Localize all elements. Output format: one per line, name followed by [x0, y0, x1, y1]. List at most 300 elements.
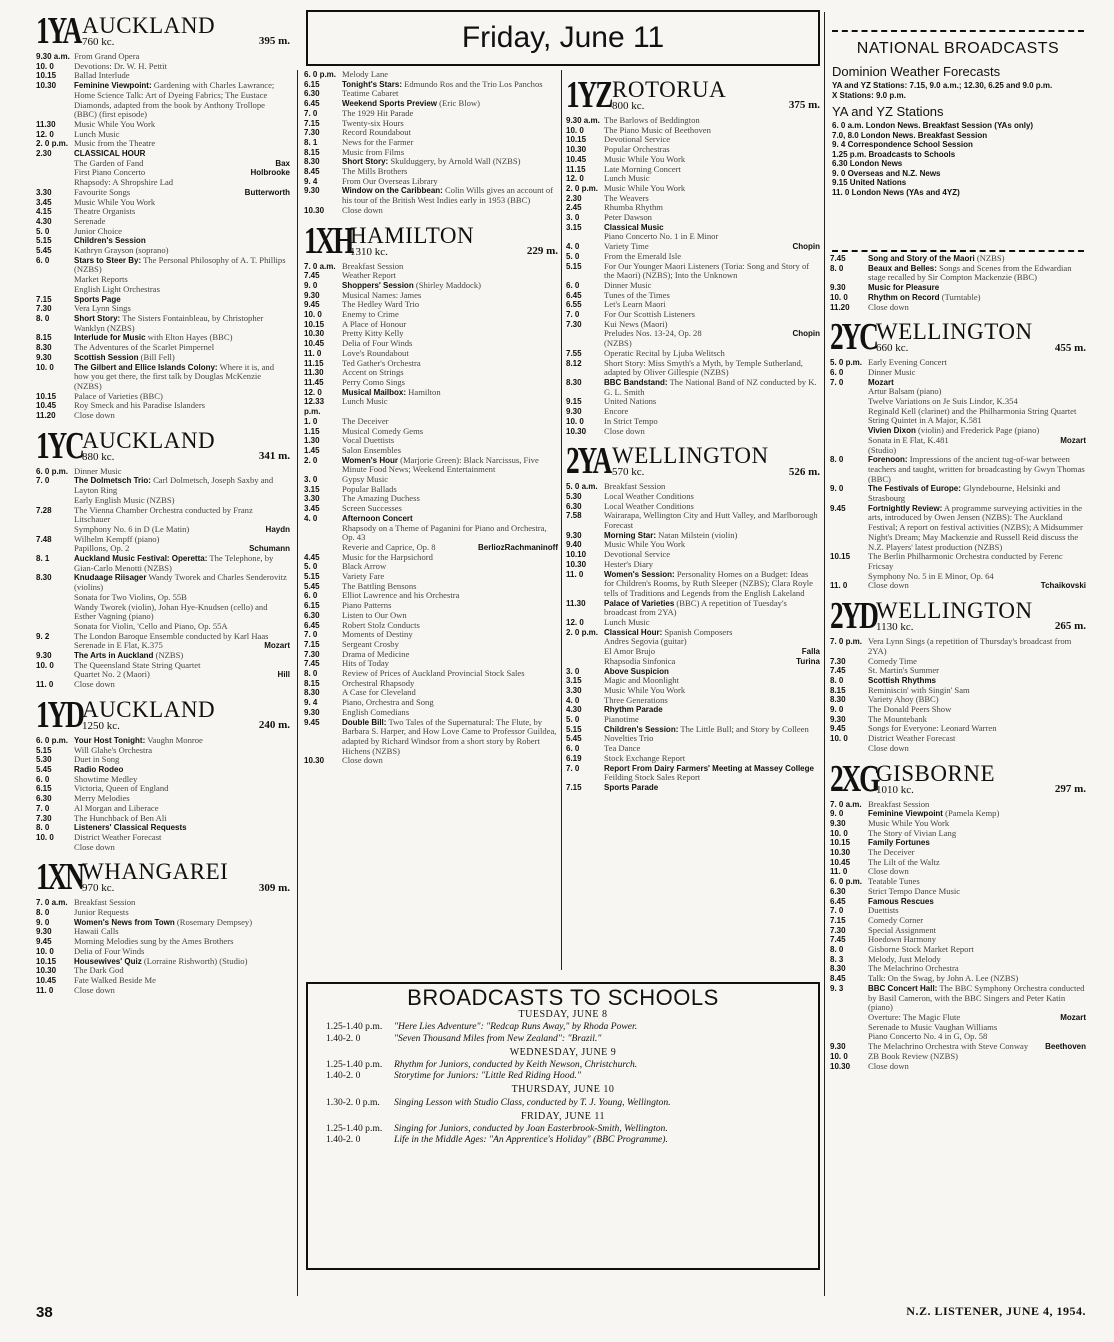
programme-detail — [566, 657, 820, 667]
programme-text: Delia of Four Winds — [74, 945, 145, 956]
school-broadcast-row — [308, 1070, 818, 1081]
programme-text: For Our Scottish Listeners — [604, 309, 695, 320]
programme-feature: Your Host Tonight: — [74, 735, 146, 745]
composer-name: Holbrooke — [250, 168, 290, 178]
programme-text: Roy Smeck and his Paradise Islanders — [74, 400, 206, 411]
programme-text: Peter Dawson — [604, 212, 652, 223]
programme-time: 4. 0 — [566, 695, 580, 705]
programme-text: Hits of Today — [342, 658, 389, 669]
programme-detail-text: Overture: The Magic Flute — [868, 1012, 961, 1022]
programme-entry — [566, 696, 820, 706]
programme-time: 7.30 — [830, 656, 846, 666]
programme-text: Strict Tempo Dance Music — [868, 885, 961, 896]
programme-text: The Adventures of the Scarlet Pimpernel — [74, 342, 215, 353]
programme-time: 8. 0 — [36, 313, 50, 323]
programme-text: Showtime Medley — [74, 773, 138, 784]
programme-description — [604, 570, 820, 599]
programme-time: 11.20 — [830, 302, 850, 312]
weather-forecast-lines — [832, 81, 1084, 100]
column-2 — [304, 70, 558, 766]
national-schedule-line: 1.25 p.m. Broadcasts to Schools — [832, 149, 956, 159]
composer-name: Falla — [801, 647, 820, 657]
programme-time: 7.15 — [36, 294, 52, 304]
programme-entry — [36, 680, 290, 690]
programme-time: 5.30 — [36, 755, 52, 765]
composer-name: Mozart — [1060, 435, 1086, 445]
programme-text: Kui News (Maori) — [604, 318, 668, 329]
programme-text: Music from the Theatre — [74, 138, 156, 149]
station-name-block — [82, 696, 259, 732]
programme-time: 9.30 — [830, 818, 846, 828]
programme-time: 6. 0 p.m. — [36, 466, 69, 476]
national-schedule-line: 11. 0 London News (YAs and 4YZ) — [832, 187, 960, 197]
programme-description — [342, 186, 558, 205]
programme-time: 9. 2 — [36, 631, 50, 641]
station-heading — [830, 316, 1086, 359]
programme-text: Kathryn Grayson (soprano) — [74, 245, 169, 256]
programme-text: Where it is, and how you get there, the first talk by Douglas McKenzie (NZBS) — [74, 361, 275, 391]
programme-detail-text: Symphony No. 6 in D (Le Matin) — [74, 523, 190, 534]
school-broadcast-time: 1.25-1.40 p.m. — [326, 1059, 383, 1071]
programme-time: 5.45 — [36, 246, 52, 256]
programme-time: 5.45 — [36, 765, 52, 774]
programme-description — [74, 363, 290, 392]
programme-text: Glyndebourne, Helsinki and Strasbourg — [868, 483, 1061, 504]
school-broadcast-title: Singing for Juniors, conducted by Joan Easterbrook-Smith, Wellington. — [394, 1123, 668, 1135]
programme-time: 2. 0 p.m. — [566, 627, 599, 637]
programme-text: Piano Patterns — [342, 600, 392, 611]
programme-text: Breakfast Session — [868, 798, 930, 809]
programme-text: The Sisters Fontainbleau, by Christopher Wanklyn (NZBS) — [74, 312, 264, 333]
programme-text: (Shirley Maddock) — [415, 279, 482, 290]
programme-time: 11. 0 — [566, 569, 584, 579]
programme-text: Junior Requests — [74, 907, 129, 918]
school-broadcast-time: 1.30-2. 0 p.m. — [326, 1096, 380, 1108]
programme-feature: Radio Rodeo — [74, 765, 124, 774]
programme-description — [74, 554, 290, 573]
programme-feature: Palace of Varieties — [604, 598, 675, 608]
programme-time: 7. 0 a.m. — [36, 898, 68, 908]
programme-feature: Sports Parade — [604, 783, 659, 792]
programme-time: 5. 0 — [36, 226, 50, 236]
programme-time: 10.15 — [830, 838, 851, 848]
programme-text: The Berlin Philharmonic Orchestra conducted by Ferenc Fricsay — [868, 551, 1063, 571]
programme-entry — [830, 368, 1086, 378]
programme-time: 7.30 — [36, 304, 52, 314]
station-call-sign: 1XN — [36, 856, 83, 899]
programme-time: 9.45 — [830, 503, 846, 513]
programme-text: Devotional Service — [604, 134, 671, 145]
programme-description — [868, 368, 1086, 378]
programme-text: Duettists — [868, 905, 899, 916]
programme-time: 8.30 — [304, 157, 320, 167]
programme-description — [74, 814, 290, 824]
programme-text: The Battling Bensons — [342, 580, 417, 591]
programme-time: 10.30 — [566, 426, 587, 436]
station-wavelength: 341 m. — [258, 450, 290, 463]
programme-description — [868, 829, 1086, 839]
programme-time: 9.45 — [304, 300, 320, 310]
programme-detail-text: Close down — [868, 742, 909, 753]
programme-time: 9. 0 — [830, 705, 844, 715]
programme-text: (NZBS) — [155, 650, 184, 661]
programme-text: Tea Dance — [604, 743, 641, 754]
programme-time: 6.30 — [830, 886, 846, 896]
programme-time: 3.45 — [304, 504, 320, 514]
station-city: GISBORNE — [876, 760, 996, 786]
programme-time: 3.45 — [36, 197, 52, 207]
programme-description — [342, 456, 558, 475]
composer-name: Haydn — [265, 524, 290, 534]
programme-text: Breakfast Session — [74, 897, 136, 908]
programme-time: 10. 0 — [566, 125, 584, 135]
programme-detail-text: Rhapsodia Sinfonica — [604, 655, 676, 666]
programme-feature: Weekend Sports Preview — [342, 99, 437, 109]
composer-name: Butterworth — [244, 187, 290, 197]
programme-time: 10.10 — [566, 550, 587, 560]
programme-time: 7. 0 — [566, 310, 580, 320]
programme-time: 7.30 — [566, 319, 582, 329]
programme-description — [74, 986, 290, 996]
programme-text: Elliot Lawrence and his Orchestra — [342, 590, 460, 601]
programme-text: Merry Melodies — [74, 793, 130, 804]
programme-feature: Women's Session: — [604, 569, 675, 579]
programme-feature: Women's News from Town — [74, 917, 175, 927]
programme-feature: Women's Hour — [342, 455, 398, 465]
programme-entry — [566, 359, 820, 378]
school-broadcast-title: Storytime for Juniors: "Little Red Riding Hood." — [394, 1070, 581, 1082]
programme-time: 6.45 — [830, 896, 846, 906]
programme-time: 10. 0 — [566, 416, 584, 426]
programme-text: Impressions of the ancient tug-of-war between teachers and taught, written for broadcasting by Gwyn Thomas (BBC) — [868, 454, 1085, 484]
programme-description — [74, 314, 290, 333]
programme-text: Music While You Work — [604, 539, 686, 550]
station-wavelength: 309 m. — [258, 881, 290, 894]
programme-detail-text: Market Reports — [74, 274, 128, 285]
station-city: AUCKLAND — [82, 13, 216, 38]
programme-entry — [566, 570, 820, 599]
programme-text: Listen to Our Own — [342, 609, 407, 620]
programme-text: The Telephone, by Gian-Carlo Menotti (NZBS) — [74, 553, 274, 573]
programme-time: 7. 0 — [304, 630, 318, 640]
programme-time: 11.15 — [566, 164, 586, 174]
station-wavelength: 240 m. — [258, 719, 290, 732]
station-frequency: 970 kc. — [82, 882, 115, 895]
programme-description — [342, 206, 558, 216]
programme-entry — [830, 984, 1086, 1013]
programme-time: 7.30 — [304, 128, 320, 138]
programme-time: 7. 0 a.m. — [304, 261, 336, 271]
programme-time: 8. 0 — [830, 455, 844, 465]
programme-entry — [304, 186, 558, 205]
programme-time: 8.45 — [830, 974, 846, 984]
composer-name: Beethoven — [1045, 1042, 1086, 1052]
programme-time: 10.30 — [304, 756, 325, 766]
programme-detail-text: Andres Segovia (guitar) — [604, 636, 687, 647]
programme-time: 2. 0 p.m. — [566, 183, 599, 193]
programme-time: 10.15 — [36, 71, 57, 81]
programme-time: 5.15 — [36, 236, 52, 246]
programme-description — [342, 756, 558, 766]
programme-text: Music from Films — [342, 146, 405, 157]
programme-time: 9.30 — [304, 707, 320, 717]
programme-feature: Vivien Dixon — [868, 426, 916, 436]
programme-time: 9. 4 — [304, 176, 318, 186]
station-frequency: 1010 kc. — [876, 783, 914, 796]
programme-text: In Strict Tempo — [604, 415, 658, 426]
programme-text: Sergeant Crosby — [342, 638, 399, 649]
programme-text: Music While You Work — [868, 817, 950, 828]
programme-entry — [36, 363, 290, 392]
programme-time: 10.30 — [304, 205, 325, 215]
programme-time: 12. 0 — [566, 618, 584, 628]
programme-detail-text: Preludes Nos. 13-24, Op. 28 — [604, 328, 702, 339]
programme-time: 10.45 — [304, 339, 325, 349]
programme-description — [342, 397, 558, 416]
programme-entry — [830, 303, 1086, 313]
programme-time: 5. 0 — [304, 562, 318, 572]
broadcasts-to-schools-box — [306, 982, 820, 1270]
programme-text: Colin Wills gives an account of his tour of the British West Indies early in 1953 (BBC) — [342, 185, 554, 206]
national-broadcasts-box — [832, 30, 1084, 197]
school-broadcast-row — [308, 1097, 818, 1108]
programme-time: 8.15 — [304, 678, 320, 688]
station-city: WELLINGTON — [876, 319, 1033, 345]
programme-text: Weather Report — [342, 270, 396, 281]
programme-time: 10. 0 — [830, 734, 848, 744]
station-heading — [304, 219, 558, 262]
programme-text: Fate Walked Beside Me — [74, 974, 156, 985]
programme-text: A programme surveying activities in the arts, introduced by Owen Jensen (NZBS): The Auckland Festival; A report on festival activities (NZBS); A Midsummer Night's Dream; May Mackenzie and Russell Reid discuss the N.Z. Players' latest production (NZBS) — [868, 502, 1083, 552]
programme-description — [868, 897, 1086, 907]
programme-time: 8.30 — [830, 695, 846, 705]
programme-text: Musical Comedy Gems — [342, 425, 424, 436]
programme-time: 6.30 — [36, 794, 52, 804]
programme-time: 10.30 — [566, 145, 587, 155]
programme-text: Music While You Work — [604, 153, 686, 164]
programme-text: (Bill Fell) — [140, 351, 175, 362]
programme-text: Gardening with Charles Lawrance; Home Science Talk: Art of Dyeing Fabrics; The Eustace Diamonds, adapted from the book by Anthony Trollope (BBC) (first episode) — [74, 80, 275, 120]
programme-detail-text: Quartet No. 2 (Maori) — [74, 669, 150, 680]
programme-time: 6.15 — [36, 784, 52, 794]
station-frequency: 570 kc. — [612, 466, 645, 479]
programme-description — [74, 680, 290, 690]
station-frequency: 760 kc. — [82, 36, 115, 48]
programme-text: Gisborne Stock Market Report — [868, 944, 974, 955]
programme-time: 9.45 — [830, 724, 846, 734]
programme-text: The Vienna Chamber Orchestra conducted by Franz Litschauer — [74, 504, 253, 525]
programme-text: Short Story: Miss Smyth's a Myth, by Temple Sutherland, adapted by Oliver Gillespie (NZBS) — [604, 357, 803, 378]
programme-entry — [36, 755, 290, 765]
programme-entry — [566, 378, 820, 397]
programme-text: Teatable Tunes — [868, 876, 920, 887]
school-day-heading: WEDNESDAY, JUNE 9 — [509, 1046, 617, 1058]
composer-name: Mozart — [1060, 1013, 1086, 1022]
programme-time: 7.48 — [36, 534, 52, 544]
programme-time: 6. 0 p.m. — [830, 877, 863, 887]
programme-text: Ballad Interlude — [74, 70, 130, 81]
programme-detail — [830, 744, 1086, 754]
column-divider — [297, 70, 298, 1296]
programme-text: Palace of Varieties (BBC) — [74, 390, 163, 401]
programme-detail-text: Serenade to Music Vaughan Williams — [868, 1021, 998, 1032]
programme-entry — [304, 206, 558, 216]
programme-text: Lunch Music — [604, 617, 650, 628]
programme-time: 10. 0 — [36, 61, 54, 71]
programme-feature: BBC Concert Hall: — [868, 983, 938, 993]
programme-text: Devotional Service — [604, 549, 671, 560]
programme-description — [604, 754, 820, 764]
programme-feature: Musical Mailbox: — [342, 387, 407, 397]
programme-time: 1.45 — [304, 445, 320, 455]
programme-time: 5.15 — [36, 745, 52, 755]
programme-time: 3. 0 — [566, 666, 580, 676]
programme-text: Variety Ahoy (BBC) — [868, 694, 939, 705]
station-name-block — [82, 15, 259, 48]
programme-feature: Shoppers' Session — [342, 280, 414, 290]
programme-time: 12. 0 — [304, 387, 322, 397]
programme-time: 8. 0 — [830, 263, 844, 273]
programme-time: 6. 0 p.m. — [36, 735, 69, 745]
programme-description — [868, 666, 1086, 676]
programme-text: Twenty-six Hours — [342, 117, 404, 128]
programme-time: 5. 0 — [566, 715, 580, 725]
programme-detail-text: (Studio) — [868, 444, 897, 455]
school-broadcast-title: "Seven Thousand Miles from New Zealand": "Brazil." — [394, 1032, 602, 1044]
programme-time: 10.30 — [304, 329, 325, 339]
programme-time: 7.28 — [36, 505, 52, 515]
programme-text: Dinner Music — [868, 366, 916, 377]
programme-description — [342, 718, 558, 757]
programme-time: 9. 0 — [830, 484, 844, 494]
programme-feature: Knudaage Riisager — [74, 573, 147, 583]
programme-time: 6. 0 — [304, 591, 318, 601]
station-name-block — [82, 427, 259, 463]
programme-text: Tunes of the Times — [604, 289, 670, 300]
school-broadcast-time: 1.25-1.40 p.m. — [326, 1021, 383, 1033]
programme-text: Delia of Four Winds — [342, 338, 413, 349]
programme-text: From the Emerald Isle — [604, 250, 682, 261]
station-heading — [566, 74, 820, 116]
programme-text: Close down — [74, 410, 115, 421]
programme-feature: Morning Star: — [604, 530, 656, 540]
programme-detail-text: First Piano Concerto — [74, 167, 146, 178]
programme-time: 8.30 — [830, 964, 846, 974]
programme-time: 9.30 — [830, 1042, 846, 1052]
programme-text: Rhumba Rhythm — [604, 202, 663, 213]
programme-feature: Auckland Music Festival: Operetta: — [74, 554, 208, 564]
programme-detail-text: Rhapsody: A Shropshire Lad — [74, 177, 174, 188]
composer-name: Chopin — [792, 242, 820, 252]
column-divider — [561, 70, 562, 970]
programme-description — [868, 504, 1086, 553]
programme-detail-text: Reverie and Caprice, Op. 8 — [342, 541, 436, 552]
programme-time: 8.30 — [304, 688, 320, 698]
programme-text: Lunch Music — [74, 128, 120, 139]
station-heading — [830, 757, 1086, 800]
school-broadcast-time: 1.25-1.40 p.m. — [326, 1123, 383, 1135]
station-call-sign: 2YC — [830, 316, 877, 359]
programme-detail-text: Symphony No. 5 in E Minor, Op. 64 — [868, 570, 994, 581]
programme-time: 7.30 — [304, 649, 320, 659]
programme-time: 6.45 — [566, 290, 582, 300]
programme-text: Close down — [342, 755, 383, 766]
programme-time: 9.40 — [566, 540, 582, 550]
programme-text: Personality Homes on a Budget: Ideas for Children's Rooms, by Ruth Sleeper (NZBS); Clara Royle tells of Traditions and Legends from the English Lakeland — [604, 568, 813, 598]
programme-detail-text: Piano Concerto No. 4 in G, Op. 58 — [868, 1031, 988, 1042]
programme-text: Late Morning Concert — [604, 163, 681, 174]
programme-entry — [36, 476, 290, 495]
programme-detail-text: (NZBS) — [604, 338, 632, 349]
programme-feature: Above Suspicion — [604, 666, 669, 676]
programme-description — [74, 227, 290, 237]
school-broadcast-title: Rhythm for Juniors, conducted by Keith Newson, Christchurch. — [394, 1059, 638, 1071]
programme-feature: The Dolmetsch Trio: — [74, 476, 151, 486]
programme-time: 11.30 — [304, 368, 324, 378]
national-schedule-line: YA and YZ Stations: 7.15, 9.0 a.m.; 12.30, 6.25 and 9.0 p.m. — [832, 81, 1053, 90]
programme-entry — [566, 511, 820, 530]
programme-text: Review of Prices of Auckland Provincial Stock Sales — [342, 668, 525, 679]
programme-text: (Pamela Kemp) — [945, 808, 1000, 819]
programme-time: 5. 0 — [566, 251, 580, 261]
programme-text: St. Martin's Summer — [868, 665, 940, 676]
programme-description — [74, 343, 290, 353]
programme-time: 1. 0 — [304, 416, 318, 426]
programme-text: A Case for Cleveland — [342, 687, 416, 698]
programme-detail-text: Sonata for Violin, 'Cello and Piano, Op. 55A — [74, 620, 228, 631]
programme-time: 11. 0 — [304, 348, 322, 358]
programme-feature: Short Story: — [342, 157, 389, 167]
programme-time: 9. 0 — [830, 809, 844, 819]
programme-entry — [36, 814, 290, 824]
programme-text: Morning Melodies sung by the Ames Brothers — [74, 936, 234, 947]
programme-entry — [830, 552, 1086, 571]
programme-entry — [830, 1062, 1086, 1072]
programme-text: Songs for Everyone: Leonard Warren — [868, 723, 997, 734]
programme-feature: The Festivals of Europe: — [868, 484, 961, 494]
programme-description — [604, 397, 820, 407]
programme-detail-text: Papillons, Op. 2 — [74, 543, 130, 554]
programme-detail-text: Sonata in E Flat, K.481 — [868, 434, 949, 445]
station-call-sign: 1YA — [36, 10, 81, 52]
programme-time: 11.30 — [36, 119, 56, 129]
programme-entry — [36, 256, 290, 275]
programme-feature: The Gilbert and Ellice Islands Colony: — [74, 362, 218, 372]
programme-time: 6.30 — [304, 610, 320, 620]
programme-time: 11.20 — [36, 411, 56, 421]
programme-entry — [36, 573, 290, 592]
programme-description — [74, 207, 290, 217]
programme-text: Orchestral Rhapsody — [342, 677, 415, 688]
station-wavelength: 297 m. — [1054, 782, 1086, 795]
programme-feature: Scottish Rhythms — [868, 675, 937, 685]
station-name-block — [350, 222, 527, 258]
station-city: WELLINGTON — [612, 443, 769, 469]
programme-text: The Amazing Duchess — [342, 493, 420, 504]
programme-time: 8. 1 — [36, 554, 50, 564]
programme-text: Music for the Harpsichord — [342, 551, 433, 562]
programme-time: 2. 0 p.m. — [36, 139, 69, 149]
programme-text: Lunch Music — [604, 173, 650, 184]
programme-entry — [36, 554, 290, 573]
station-wavelength: 395 m. — [258, 35, 290, 48]
programme-text: Close down — [868, 866, 909, 877]
programme-feature: Song and Story of the Maori — [868, 254, 975, 263]
station-heading — [36, 693, 290, 736]
programme-detail — [566, 773, 820, 783]
programme-time: 1.30 — [304, 436, 320, 446]
programme-time: 8.45 — [304, 167, 320, 177]
